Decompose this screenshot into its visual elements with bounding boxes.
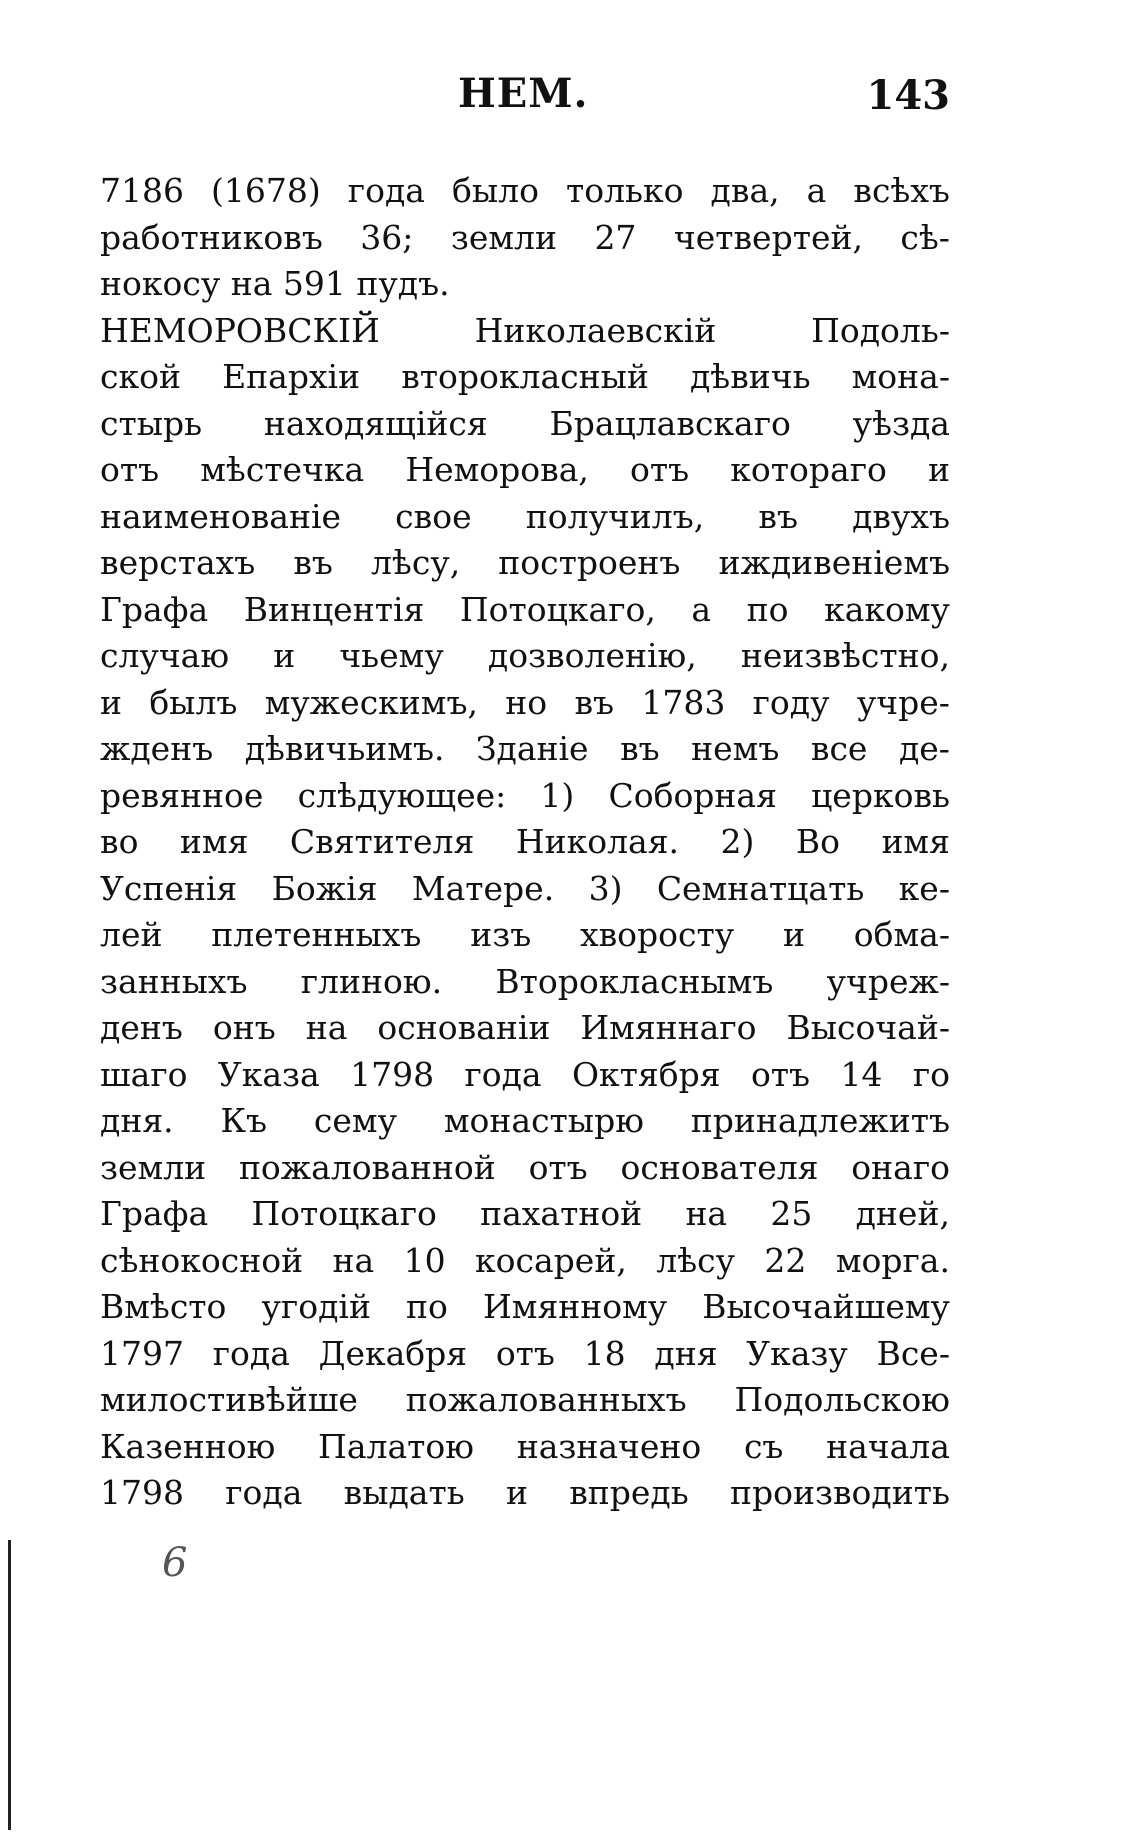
word: съ — [743, 1426, 784, 1466]
word: Семнатцать — [656, 868, 865, 908]
word: денъ — [100, 1008, 183, 1047]
word: плетенныхъ — [211, 915, 422, 954]
word: 36; — [360, 217, 414, 257]
word: 2) — [720, 822, 755, 861]
word: на — [685, 1194, 728, 1233]
word: Епархіи — [222, 357, 361, 396]
word: и — [928, 450, 950, 489]
word: и — [782, 915, 805, 954]
word: 1783 — [641, 682, 726, 722]
text-line — [100, 308, 950, 355]
word: Николая. — [515, 822, 680, 861]
word: имя — [881, 822, 950, 861]
word: а — [691, 589, 712, 629]
text-line — [100, 1145, 950, 1192]
text-line — [100, 773, 950, 820]
text-line — [100, 726, 950, 773]
word: отъ — [495, 1333, 555, 1373]
word: по — [746, 589, 789, 629]
word: 1797 — [100, 1333, 184, 1373]
word: отъ — [630, 450, 690, 489]
word: года — [212, 1333, 290, 1373]
word: угодій — [261, 1287, 371, 1326]
word: всѣхъ — [853, 171, 950, 210]
text-line — [100, 1052, 950, 1099]
word: морга. — [835, 1240, 950, 1280]
word: только — [565, 171, 684, 210]
word: пожалованной — [238, 1147, 496, 1187]
word: Николаевскій — [474, 310, 717, 350]
word: котораго — [730, 450, 887, 489]
word: дней, — [855, 1194, 950, 1233]
text-line — [100, 540, 950, 587]
word: второкласный — [401, 357, 649, 396]
word: чьему — [339, 636, 444, 675]
word: иждивеніемъ — [718, 543, 950, 582]
word: Все- — [876, 1333, 950, 1373]
text-line: нокосу на 591 пудъ. — [100, 264, 450, 303]
text-line — [100, 1377, 950, 1424]
word: жденъ — [100, 729, 214, 768]
word: четвертей, — [673, 217, 863, 257]
word: 3) — [588, 868, 623, 908]
word: пожалованныхъ — [405, 1380, 687, 1419]
word: построенъ — [498, 543, 681, 582]
text-line — [100, 1191, 950, 1238]
word: назначено — [516, 1426, 702, 1466]
word: въ — [620, 729, 660, 768]
word: принадлежитъ — [690, 1101, 950, 1140]
text-line — [100, 633, 950, 680]
word: онъ — [212, 1008, 276, 1047]
word: Указу — [746, 1333, 848, 1373]
word: Матере. — [411, 868, 555, 908]
word: мѣстечка — [200, 450, 365, 489]
word: по — [406, 1287, 448, 1326]
word: 7186 — [100, 171, 184, 210]
word: въ — [574, 682, 615, 722]
page-edge-line — [8, 1540, 11, 1830]
word: Высочай- — [786, 1008, 950, 1047]
word: Графа — [100, 589, 209, 629]
text-line — [100, 1424, 950, 1471]
word: мужескимъ, — [264, 682, 478, 722]
word: Зданіе — [475, 729, 589, 768]
text-line — [100, 587, 950, 634]
text-line — [100, 447, 950, 494]
word: дозволенію, — [487, 636, 697, 675]
word: Казенною — [100, 1426, 276, 1466]
text-line — [100, 401, 950, 448]
word: 18 — [583, 1333, 626, 1373]
word: церковь — [811, 775, 950, 815]
word: года — [347, 171, 425, 210]
word: отъ — [750, 1054, 811, 1094]
word: Божія — [271, 868, 378, 908]
word: лѣсу — [656, 1240, 735, 1280]
word: во — [100, 822, 139, 861]
word: ревянное — [100, 775, 264, 815]
text-line — [100, 959, 950, 1006]
word: ке- — [898, 868, 950, 908]
text-line — [100, 1238, 950, 1285]
handwritten-margin-note: 6 — [162, 1540, 188, 1586]
word: на — [305, 1008, 348, 1047]
word: имя — [179, 822, 249, 861]
word: изъ — [470, 915, 532, 954]
text-line — [100, 819, 950, 866]
word: работниковъ — [100, 217, 323, 257]
word: Подоль- — [811, 310, 950, 350]
word: Винцентія — [243, 589, 425, 629]
word: сѣнокосной — [100, 1240, 304, 1280]
word: Во — [795, 822, 840, 861]
word: онаго — [851, 1147, 950, 1187]
word: верстахъ — [100, 543, 256, 582]
word: наименованіе — [100, 496, 342, 536]
word: Графа — [100, 1194, 209, 1233]
word: 22 — [764, 1240, 807, 1280]
word: на — [332, 1240, 375, 1280]
word: дѣвичьимъ. — [244, 729, 445, 768]
word: отъ — [100, 450, 160, 489]
word: Соборная — [608, 775, 777, 815]
word: впредь — [569, 1473, 689, 1512]
word: (1678) — [211, 171, 321, 210]
word: занныхъ — [100, 961, 248, 1001]
word: и — [273, 636, 296, 675]
word: мона- — [851, 357, 950, 396]
word: производить — [729, 1473, 950, 1512]
word: въ — [293, 543, 333, 582]
word: Потоцкаго — [251, 1194, 437, 1233]
word: а — [806, 171, 827, 210]
word: 1798 — [100, 1473, 184, 1512]
text-line — [100, 1284, 950, 1331]
word: 27 — [594, 217, 637, 257]
word: пахатной — [480, 1194, 643, 1233]
word: слѣдующее: — [297, 775, 507, 815]
word: лѣсу, — [370, 543, 461, 582]
word: земли — [450, 217, 557, 257]
word: Успенія — [100, 868, 238, 908]
running-head — [100, 70, 950, 130]
word: Высочайшему — [702, 1287, 950, 1326]
word: Неморова, — [405, 450, 589, 489]
word: стырь — [100, 403, 203, 443]
text-line — [100, 1470, 950, 1517]
word: выдать — [343, 1473, 465, 1512]
word: Имяннаго — [580, 1008, 757, 1047]
text-line — [100, 1005, 950, 1052]
text-line — [100, 215, 950, 262]
word: НЕМОРОВСКІЙ — [100, 310, 380, 350]
body-text — [100, 168, 950, 1517]
word: Имянному — [483, 1287, 668, 1326]
text-line — [100, 1331, 950, 1378]
word: неизвѣстно, — [740, 636, 950, 675]
word: все — [810, 729, 868, 768]
text-line — [100, 354, 950, 401]
word: уѣзда — [852, 403, 950, 443]
word: дня — [654, 1333, 718, 1373]
word: въ — [758, 496, 798, 536]
word: года — [225, 1473, 303, 1512]
text-line — [100, 912, 950, 959]
word: но — [505, 682, 548, 722]
word: два, — [710, 171, 780, 210]
text-line — [100, 866, 950, 913]
word: двухъ — [852, 496, 950, 536]
word: монастырю — [443, 1101, 644, 1140]
word: обма- — [853, 915, 950, 954]
word: Второкласнымъ — [495, 961, 774, 1001]
word: былъ — [149, 682, 238, 722]
word: основаніи — [377, 1008, 551, 1047]
word: и — [505, 1473, 528, 1512]
word: Палатою — [318, 1426, 474, 1466]
text-line — [100, 1098, 950, 1145]
word: милостивѣйше — [100, 1380, 358, 1419]
word: де- — [898, 729, 950, 768]
word: Потоцкаго, — [459, 589, 656, 629]
word: учреж- — [826, 961, 950, 1001]
word: какому — [824, 589, 950, 629]
word: косарей, — [475, 1240, 627, 1280]
word: глиною. — [300, 961, 443, 1001]
word: немъ — [691, 729, 780, 768]
word: земли — [100, 1147, 207, 1187]
word: Брацлавскаго — [549, 403, 791, 443]
word: основателя — [620, 1147, 819, 1187]
word: получилъ, — [525, 496, 705, 536]
word: дня. — [100, 1101, 174, 1140]
word: свое — [395, 496, 472, 536]
word: Святителя — [289, 822, 475, 861]
word: учре- — [856, 682, 950, 722]
word: и — [100, 682, 122, 722]
word: году — [752, 682, 830, 722]
word: дѣвичь — [689, 357, 811, 396]
word: 1) — [540, 775, 575, 815]
word: 14 — [840, 1054, 883, 1094]
text-line — [100, 680, 950, 727]
word: 10 — [403, 1240, 446, 1280]
word: Къ — [220, 1101, 268, 1140]
word: Декабря — [318, 1333, 468, 1373]
word: ской — [100, 357, 181, 396]
word: отъ — [528, 1147, 588, 1187]
word: случаю — [100, 636, 230, 675]
word: Вмѣсто — [100, 1287, 227, 1326]
page-number: 143 — [866, 72, 950, 119]
text-line — [100, 168, 950, 215]
word: Октября — [571, 1054, 721, 1094]
text-line — [100, 494, 950, 541]
word: го — [912, 1054, 950, 1094]
word: хворосту — [579, 915, 735, 954]
word: 1798 — [350, 1054, 435, 1094]
word: Указа — [217, 1054, 320, 1094]
word: Подольскою — [734, 1380, 950, 1419]
word: было — [451, 171, 539, 210]
word: сему — [313, 1101, 397, 1140]
word: года — [464, 1054, 542, 1094]
word: лей — [100, 915, 163, 954]
word: сѣ- — [900, 217, 950, 257]
word: 25 — [770, 1194, 813, 1233]
word: шаго — [100, 1054, 188, 1094]
word: начала — [826, 1426, 950, 1466]
word: находящійся — [263, 403, 488, 443]
page-title: НЕМ. — [458, 70, 589, 117]
